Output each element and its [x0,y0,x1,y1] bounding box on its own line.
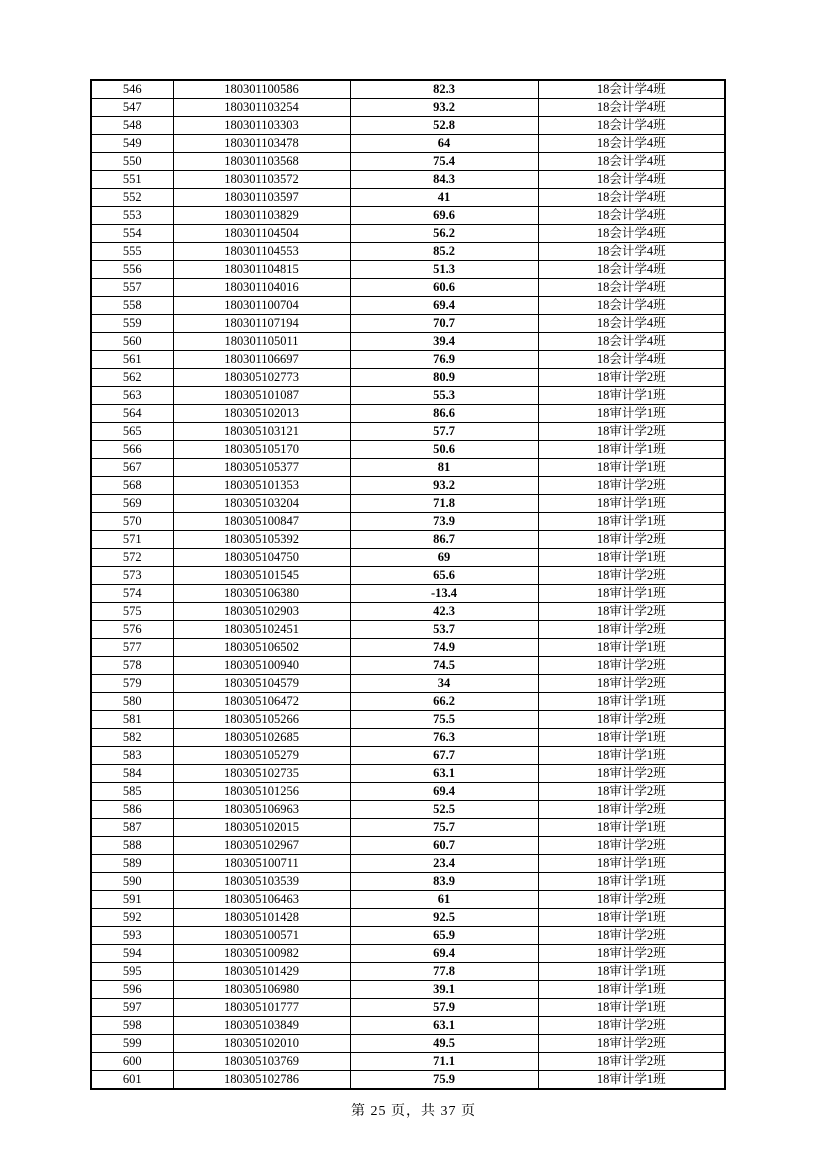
score-cell: 80.9 [350,369,538,387]
table-row [91,531,725,549]
class-name-cell: 18审计学2班 [538,531,725,549]
class-name-cell: 18审计学2班 [538,477,725,495]
table-row [91,639,725,657]
table-row [91,333,725,351]
page-number: 第 25 页，共 37 页 [351,1104,476,1119]
class-name-cell: 18审计学2班 [538,567,725,585]
student-id-cell: 180305106980 [173,981,350,999]
row-index-cell: 578 [91,657,173,675]
row-index-cell: 598 [91,1017,173,1035]
class-name-cell: 18会计学4班 [538,99,725,117]
table-row [91,783,725,801]
class-name-cell: 18会计学4班 [538,207,725,225]
student-id-cell: 180301103572 [173,171,350,189]
row-index-cell: 601 [91,1071,173,1090]
class-name-cell: 18审计学1班 [538,513,725,531]
student-id-cell: 180305102903 [173,603,350,621]
class-name-cell: 18审计学1班 [538,405,725,423]
table-row [91,909,725,927]
table-row [91,981,725,999]
score-cell: 74.9 [350,639,538,657]
row-index-cell: 565 [91,423,173,441]
table-row [91,927,725,945]
row-index-cell: 554 [91,225,173,243]
score-cell: 42.3 [350,603,538,621]
student-id-cell: 180305102967 [173,837,350,855]
table-row [91,1017,725,1035]
table-row [91,999,725,1017]
class-name-cell: 18审计学1班 [538,693,725,711]
row-index-cell: 548 [91,117,173,135]
score-cell: 52.5 [350,801,538,819]
class-name-cell: 18审计学2班 [538,711,725,729]
student-id-cell: 180305106963 [173,801,350,819]
student-id-cell: 180305103769 [173,1053,350,1071]
class-name-cell: 18审计学1班 [538,729,725,747]
student-id-cell: 180305101256 [173,783,350,801]
row-index-cell: 572 [91,549,173,567]
table-row [91,549,725,567]
student-id-cell: 180305102010 [173,1035,350,1053]
score-cell: 50.6 [350,441,538,459]
score-cell: 86.7 [350,531,538,549]
class-name-cell: 18审计学1班 [538,909,725,927]
class-name-cell: 18审计学1班 [538,747,725,765]
table-row [91,1035,725,1053]
student-id-cell: 180301103303 [173,117,350,135]
class-name-cell: 18审计学2班 [538,657,725,675]
class-name-cell: 18审计学2班 [538,423,725,441]
class-name-cell: 18会计学4班 [538,333,725,351]
score-cell: 74.5 [350,657,538,675]
row-index-cell: 566 [91,441,173,459]
class-name-cell: 18会计学4班 [538,135,725,153]
table-row [91,963,725,981]
score-cell: 75.9 [350,1071,538,1090]
table-row [91,477,725,495]
student-id-cell: 180305101777 [173,999,350,1017]
table-row [91,729,725,747]
student-id-cell: 180305104579 [173,675,350,693]
student-id-cell: 180301104553 [173,243,350,261]
score-cell: 81 [350,459,538,477]
class-name-cell: 18会计学4班 [538,279,725,297]
score-cell: 57.7 [350,423,538,441]
score-table [90,79,726,1090]
row-index-cell: 582 [91,729,173,747]
student-id-cell: 180305101087 [173,387,350,405]
row-index-cell: 551 [91,171,173,189]
row-index-cell: 590 [91,873,173,891]
table-row [91,675,725,693]
score-cell: 69.4 [350,783,538,801]
row-index-cell: 580 [91,693,173,711]
row-index-cell: 571 [91,531,173,549]
row-index-cell: 570 [91,513,173,531]
score-cell: 92.5 [350,909,538,927]
row-index-cell: 567 [91,459,173,477]
student-id-cell: 180301103478 [173,135,350,153]
student-id-cell: 180301100704 [173,297,350,315]
student-id-cell: 180305106463 [173,891,350,909]
student-id-cell: 180305106472 [173,693,350,711]
class-name-cell: 18审计学2班 [538,1035,725,1053]
score-cell: 86.6 [350,405,538,423]
class-name-cell: 18审计学2班 [538,783,725,801]
score-cell: 41 [350,189,538,207]
student-id-cell: 180305101353 [173,477,350,495]
class-name-cell: 18审计学2班 [538,675,725,693]
student-id-cell: 180305102786 [173,1071,350,1090]
student-id-cell: 180305101429 [173,963,350,981]
table-row [91,891,725,909]
table-row [91,855,725,873]
student-id-cell: 180305106502 [173,639,350,657]
table-row [91,297,725,315]
score-cell: 52.8 [350,117,538,135]
score-cell: 76.9 [350,351,538,369]
table-row [91,441,725,459]
score-cell: 76.3 [350,729,538,747]
score-cell: 93.2 [350,477,538,495]
table-row [91,837,725,855]
class-name-cell: 18审计学2班 [538,945,725,963]
class-name-cell: 18会计学4班 [538,351,725,369]
table-row [91,693,725,711]
table-row [91,945,725,963]
table-row [91,80,725,99]
student-id-cell: 180305102015 [173,819,350,837]
table-row [91,801,725,819]
score-cell: 69 [350,549,538,567]
class-name-cell: 18会计学4班 [538,153,725,171]
score-cell: 77.8 [350,963,538,981]
student-id-cell: 180305100982 [173,945,350,963]
score-cell: 66.2 [350,693,538,711]
score-cell: 55.3 [350,387,538,405]
score-cell: 60.6 [350,279,538,297]
row-index-cell: 564 [91,405,173,423]
student-id-cell: 180301100586 [173,80,350,99]
table-row [91,153,725,171]
table-row [91,513,725,531]
table-row [91,189,725,207]
score-cell: 83.9 [350,873,538,891]
student-id-cell: 180305102013 [173,405,350,423]
student-id-cell: 180305105170 [173,441,350,459]
student-id-cell: 180305103539 [173,873,350,891]
score-cell: 56.2 [350,225,538,243]
class-name-cell: 18审计学1班 [538,639,725,657]
student-id-cell: 180301106697 [173,351,350,369]
row-index-cell: 574 [91,585,173,603]
table-row [91,387,725,405]
score-cell: 75.4 [350,153,538,171]
class-name-cell: 18审计学1班 [538,441,725,459]
score-cell: -13.4 [350,585,538,603]
row-index-cell: 581 [91,711,173,729]
student-id-cell: 180305100940 [173,657,350,675]
class-name-cell: 18会计学4班 [538,243,725,261]
student-id-cell: 180301103597 [173,189,350,207]
row-index-cell: 557 [91,279,173,297]
student-id-cell: 180301103254 [173,99,350,117]
class-name-cell: 18会计学4班 [538,117,725,135]
table-row [91,495,725,513]
student-id-cell: 180305102451 [173,621,350,639]
score-cell: 39.4 [350,333,538,351]
row-index-cell: 591 [91,891,173,909]
class-name-cell: 18审计学1班 [538,549,725,567]
table-row [91,873,725,891]
score-cell: 69.4 [350,945,538,963]
row-index-cell: 583 [91,747,173,765]
student-id-cell: 180305102773 [173,369,350,387]
table-row [91,1053,725,1071]
class-name-cell: 18审计学2班 [538,891,725,909]
row-index-cell: 552 [91,189,173,207]
class-name-cell: 18审计学1班 [538,1071,725,1090]
row-index-cell: 593 [91,927,173,945]
class-name-cell: 18审计学2班 [538,1053,725,1071]
score-cell: 53.7 [350,621,538,639]
row-index-cell: 586 [91,801,173,819]
class-name-cell: 18审计学2班 [538,765,725,783]
row-index-cell: 549 [91,135,173,153]
score-cell: 69.4 [350,297,538,315]
class-name-cell: 18审计学2班 [538,927,725,945]
score-cell: 51.3 [350,261,538,279]
class-name-cell: 18审计学1班 [538,495,725,513]
class-name-cell: 18会计学4班 [538,297,725,315]
row-index-cell: 569 [91,495,173,513]
class-name-cell: 18审计学2班 [538,837,725,855]
row-index-cell: 584 [91,765,173,783]
student-id-cell: 180305100711 [173,855,350,873]
class-name-cell: 18审计学1班 [538,585,725,603]
row-index-cell: 573 [91,567,173,585]
student-id-cell: 180301104016 [173,279,350,297]
class-name-cell: 18审计学1班 [538,999,725,1017]
row-index-cell: 558 [91,297,173,315]
table-row [91,747,725,765]
row-index-cell: 579 [91,675,173,693]
score-cell: 67.7 [350,747,538,765]
row-index-cell: 599 [91,1035,173,1053]
student-id-cell: 180301107194 [173,315,350,333]
score-cell: 49.5 [350,1035,538,1053]
row-index-cell: 600 [91,1053,173,1071]
class-name-cell: 18审计学1班 [538,873,725,891]
row-index-cell: 562 [91,369,173,387]
row-index-cell: 597 [91,999,173,1017]
score-cell: 63.1 [350,765,538,783]
table-row [91,765,725,783]
row-index-cell: 556 [91,261,173,279]
row-index-cell: 568 [91,477,173,495]
table-row [91,243,725,261]
score-table-body [91,80,725,1089]
table-row [91,135,725,153]
score-cell: 71.8 [350,495,538,513]
row-index-cell: 553 [91,207,173,225]
class-name-cell: 18审计学1班 [538,855,725,873]
student-id-cell: 180301104815 [173,261,350,279]
table-row [91,261,725,279]
row-index-cell: 560 [91,333,173,351]
row-index-cell: 589 [91,855,173,873]
score-cell: 69.6 [350,207,538,225]
score-cell: 64 [350,135,538,153]
class-name-cell: 18审计学1班 [538,963,725,981]
student-id-cell: 180305105392 [173,531,350,549]
score-cell: 82.3 [350,80,538,99]
student-id-cell: 180305105377 [173,459,350,477]
table-row [91,99,725,117]
score-cell: 34 [350,675,538,693]
score-cell: 85.2 [350,243,538,261]
score-cell: 70.7 [350,315,538,333]
table-row [91,585,725,603]
table-row [91,117,725,135]
class-name-cell: 18审计学1班 [538,819,725,837]
row-index-cell: 563 [91,387,173,405]
table-row [91,657,725,675]
score-cell: 65.6 [350,567,538,585]
table-row [91,603,725,621]
student-id-cell: 180305106380 [173,585,350,603]
row-index-cell: 592 [91,909,173,927]
score-cell: 61 [350,891,538,909]
student-id-cell: 180305102735 [173,765,350,783]
table-row [91,459,725,477]
class-name-cell: 18审计学1班 [538,387,725,405]
class-name-cell: 18审计学1班 [538,981,725,999]
table-row [91,621,725,639]
table-row [91,315,725,333]
row-index-cell: 587 [91,819,173,837]
table-row [91,819,725,837]
table-row [91,711,725,729]
student-id-cell: 180301103568 [173,153,350,171]
student-id-cell: 180305103849 [173,1017,350,1035]
table-row [91,351,725,369]
score-cell: 39.1 [350,981,538,999]
table-row [91,1071,725,1090]
class-name-cell: 18会计学4班 [538,189,725,207]
class-name-cell: 18审计学2班 [538,1017,725,1035]
class-name-cell: 18审计学2班 [538,603,725,621]
student-id-cell: 180301103829 [173,207,350,225]
class-name-cell: 18审计学2班 [538,369,725,387]
row-index-cell: 588 [91,837,173,855]
class-name-cell: 18会计学4班 [538,171,725,189]
score-cell: 60.7 [350,837,538,855]
score-cell: 73.9 [350,513,538,531]
row-index-cell: 576 [91,621,173,639]
student-id-cell: 180305104750 [173,549,350,567]
table-row [91,405,725,423]
row-index-cell: 594 [91,945,173,963]
student-id-cell: 180305105279 [173,747,350,765]
table-row [91,225,725,243]
class-name-cell: 18会计学4班 [538,225,725,243]
class-name-cell: 18会计学4班 [538,315,725,333]
score-cell: 93.2 [350,99,538,117]
score-cell: 71.1 [350,1053,538,1071]
row-index-cell: 596 [91,981,173,999]
class-name-cell: 18审计学1班 [538,459,725,477]
student-id-cell: 180305100847 [173,513,350,531]
student-id-cell: 180305105266 [173,711,350,729]
row-index-cell: 585 [91,783,173,801]
student-id-cell: 180301105011 [173,333,350,351]
score-cell: 63.1 [350,1017,538,1035]
student-id-cell: 180305100571 [173,927,350,945]
row-index-cell: 546 [91,80,173,99]
row-index-cell: 547 [91,99,173,117]
row-index-cell: 577 [91,639,173,657]
student-id-cell: 180305101428 [173,909,350,927]
table-row [91,207,725,225]
table-row [91,423,725,441]
student-id-cell: 180305102685 [173,729,350,747]
score-cell: 57.9 [350,999,538,1017]
row-index-cell: 559 [91,315,173,333]
student-id-cell: 180305101545 [173,567,350,585]
row-index-cell: 555 [91,243,173,261]
student-id-cell: 180305103121 [173,423,350,441]
class-name-cell: 18会计学4班 [538,261,725,279]
table-row [91,279,725,297]
row-index-cell: 550 [91,153,173,171]
row-index-cell: 595 [91,963,173,981]
class-name-cell: 18审计学2班 [538,801,725,819]
row-index-cell: 561 [91,351,173,369]
student-id-cell: 180301104504 [173,225,350,243]
class-name-cell: 18会计学4班 [538,80,725,99]
student-id-cell: 180305103204 [173,495,350,513]
score-cell: 65.9 [350,927,538,945]
score-cell: 75.5 [350,711,538,729]
row-index-cell: 575 [91,603,173,621]
score-cell: 23.4 [350,855,538,873]
table-row [91,369,725,387]
table-row [91,567,725,585]
score-cell: 75.7 [350,819,538,837]
class-name-cell: 18审计学2班 [538,621,725,639]
table-row [91,171,725,189]
score-cell: 84.3 [350,171,538,189]
